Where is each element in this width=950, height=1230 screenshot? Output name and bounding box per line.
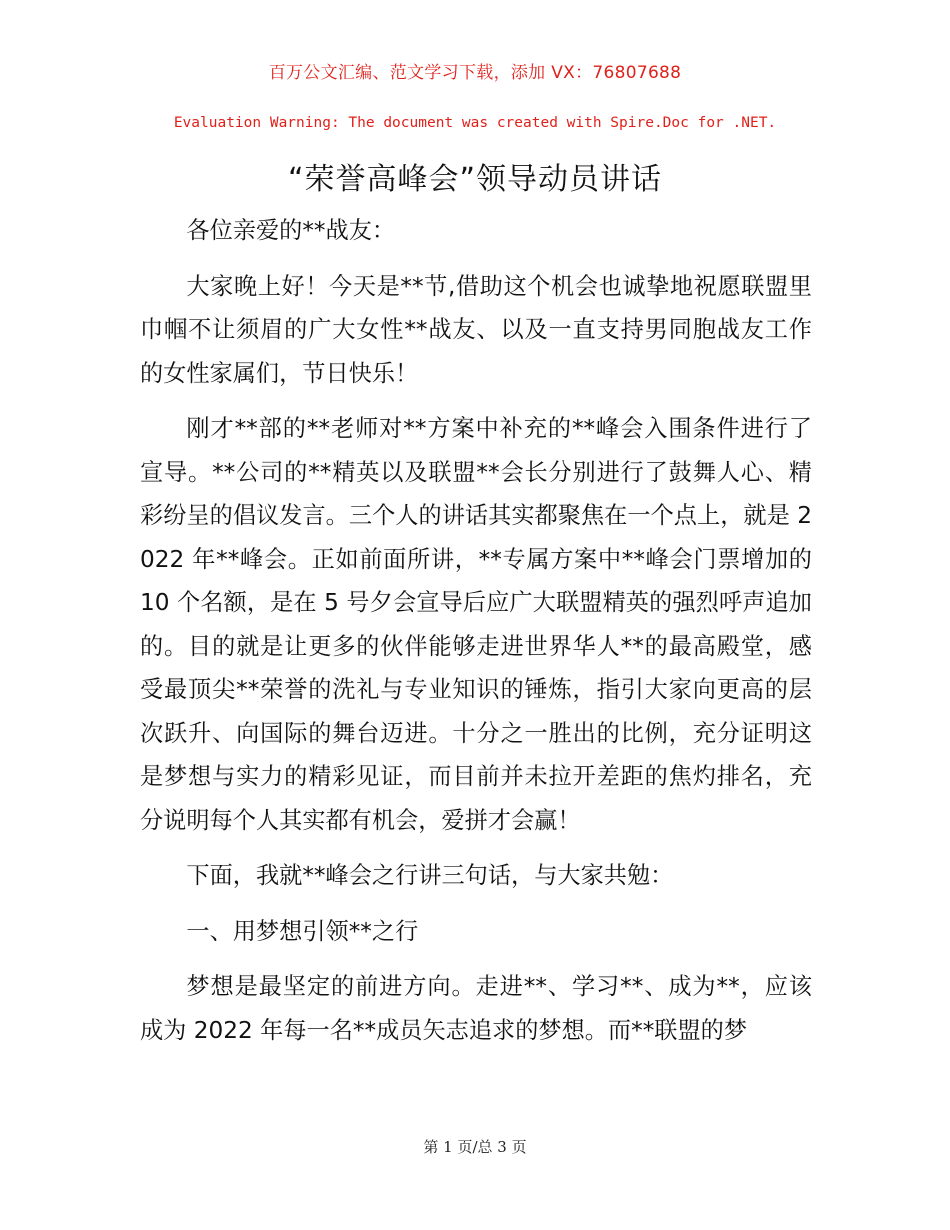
section-heading-one: 一、用梦想引领**之行 <box>186 917 419 945</box>
paragraph-opening: 大家晚上好！今天是**节,借助这个机会也诚挚地祝愿联盟里巾帼不让须眉的广大女性**战友、以及一直支持男同胞战友工作的女性家属们，节日快乐！ <box>140 272 812 387</box>
document-body <box>140 209 812 1064</box>
evaluation-warning: Evaluation Warning: The document was created with Spire.Doc for .NET. <box>173 115 777 131</box>
header-banner: 百万公文汇编、范文学习下载，添加 VX：76807688 <box>268 63 682 83</box>
paragraph-summary: 刚才**部的**老师对**方案中补充的**峰会入围条件进行了宣导。**公司的**精英以及联盟**会长分别进行了鼓舞人心、精彩纷呈的倡议发言。三个人的讲话其实都聚焦在一个点上，就是 2022 年**峰会。正如前面所讲，**专属方案中**峰会门票增加的 10 个名额，是在 5 号夕会宣导后应广大联盟精英的强烈呼声追加的。目的就是让更多的伙伴能够走进世界华人**的最高殿堂，感受最顶尖**荣誉的洗礼与专业知识的锤炼，指引大家向更高的层次跃升、向国际的舞台迈进。十分之一胜出的比例，充分证明这是梦想与实力的精彩见证，而目前并未拉开差距的焦灼排名，充分说明每个人其实都有机会，爱拼才会赢！ <box>140 415 812 834</box>
paragraph-intro: 下面，我就**峰会之行讲三句话，与大家共勉： <box>186 862 674 889</box>
paragraph-greeting: 各位亲爱的**战友： <box>186 217 396 244</box>
page-footer: 第 1 页/总 3 页 <box>423 1138 527 1156</box>
document-title: “荣誉高峰会”领导动员讲话 <box>287 162 663 197</box>
paragraph-dream: 梦想是最坚定的前进方向。走进**、学习**、成为**，应该成为 2022 年每一名**成员矢志追求的梦想。而**联盟的梦 <box>140 973 812 1044</box>
